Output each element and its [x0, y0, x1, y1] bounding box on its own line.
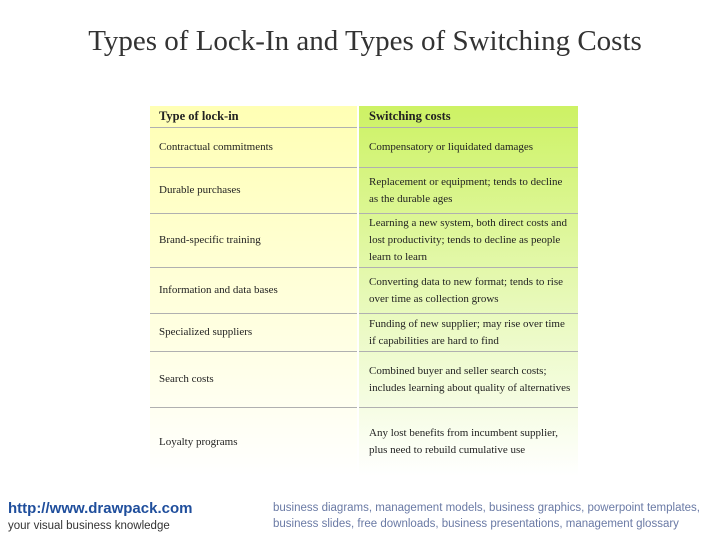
switching-cost-cell-4: Converting data to new format; tends to rise over time as collection grows	[359, 268, 578, 314]
drawpack-link[interactable]: http://www.drawpack.com	[8, 500, 193, 517]
lock-in-cell-2: Durable purchases	[150, 168, 357, 214]
lock-in-cell-5: Specialized suppliers	[150, 314, 357, 352]
lock-in-cell-4: Information and data bases	[150, 268, 357, 314]
lock-in-cell-7: Loyalty programs	[159, 435, 238, 448]
switching-cost-cell-6: Combined buyer and seller search costs; includes learning about quality of alternatives	[359, 352, 578, 408]
switching-cost-cell-1: Compensatory or liquidated damages	[359, 128, 578, 168]
footer-keywords: business diagrams, management models, business graphics, powerpoint templates, business slides, free downloads, business presentations, management glossary	[273, 502, 700, 530]
slide-title: Types of Lock-In and Types of Switching Costs	[88, 25, 642, 57]
footer-tagline: your visual business knowledge	[8, 520, 170, 532]
switching-cost-cell-7: Any lost benefits from incumbent supplier, plus need to rebuild cumulative use	[369, 427, 559, 456]
lock-in-column	[150, 106, 359, 476]
header-lock-in: Type of lock-in	[150, 106, 357, 128]
switching-cost-cell-5: Funding of new supplier; may rise over time if capabilities are hard to find	[359, 314, 578, 352]
lock-in-cell-6: Search costs	[150, 352, 357, 408]
switching-cost-cell-2: Replacement or equipment; tends to decline as the durable ages	[359, 168, 578, 214]
lock-in-table	[150, 106, 578, 476]
lock-in-cell-1: Contractual commitments	[150, 128, 357, 168]
lock-in-cell-3: Brand-specific training	[150, 214, 357, 268]
switching-costs-column	[359, 106, 578, 476]
header-switching-costs: Switching costs	[359, 106, 578, 128]
switching-cost-cell-3: Learning a new system, both direct costs and lost productivity; tends to decline as people learn to learn	[359, 214, 578, 268]
